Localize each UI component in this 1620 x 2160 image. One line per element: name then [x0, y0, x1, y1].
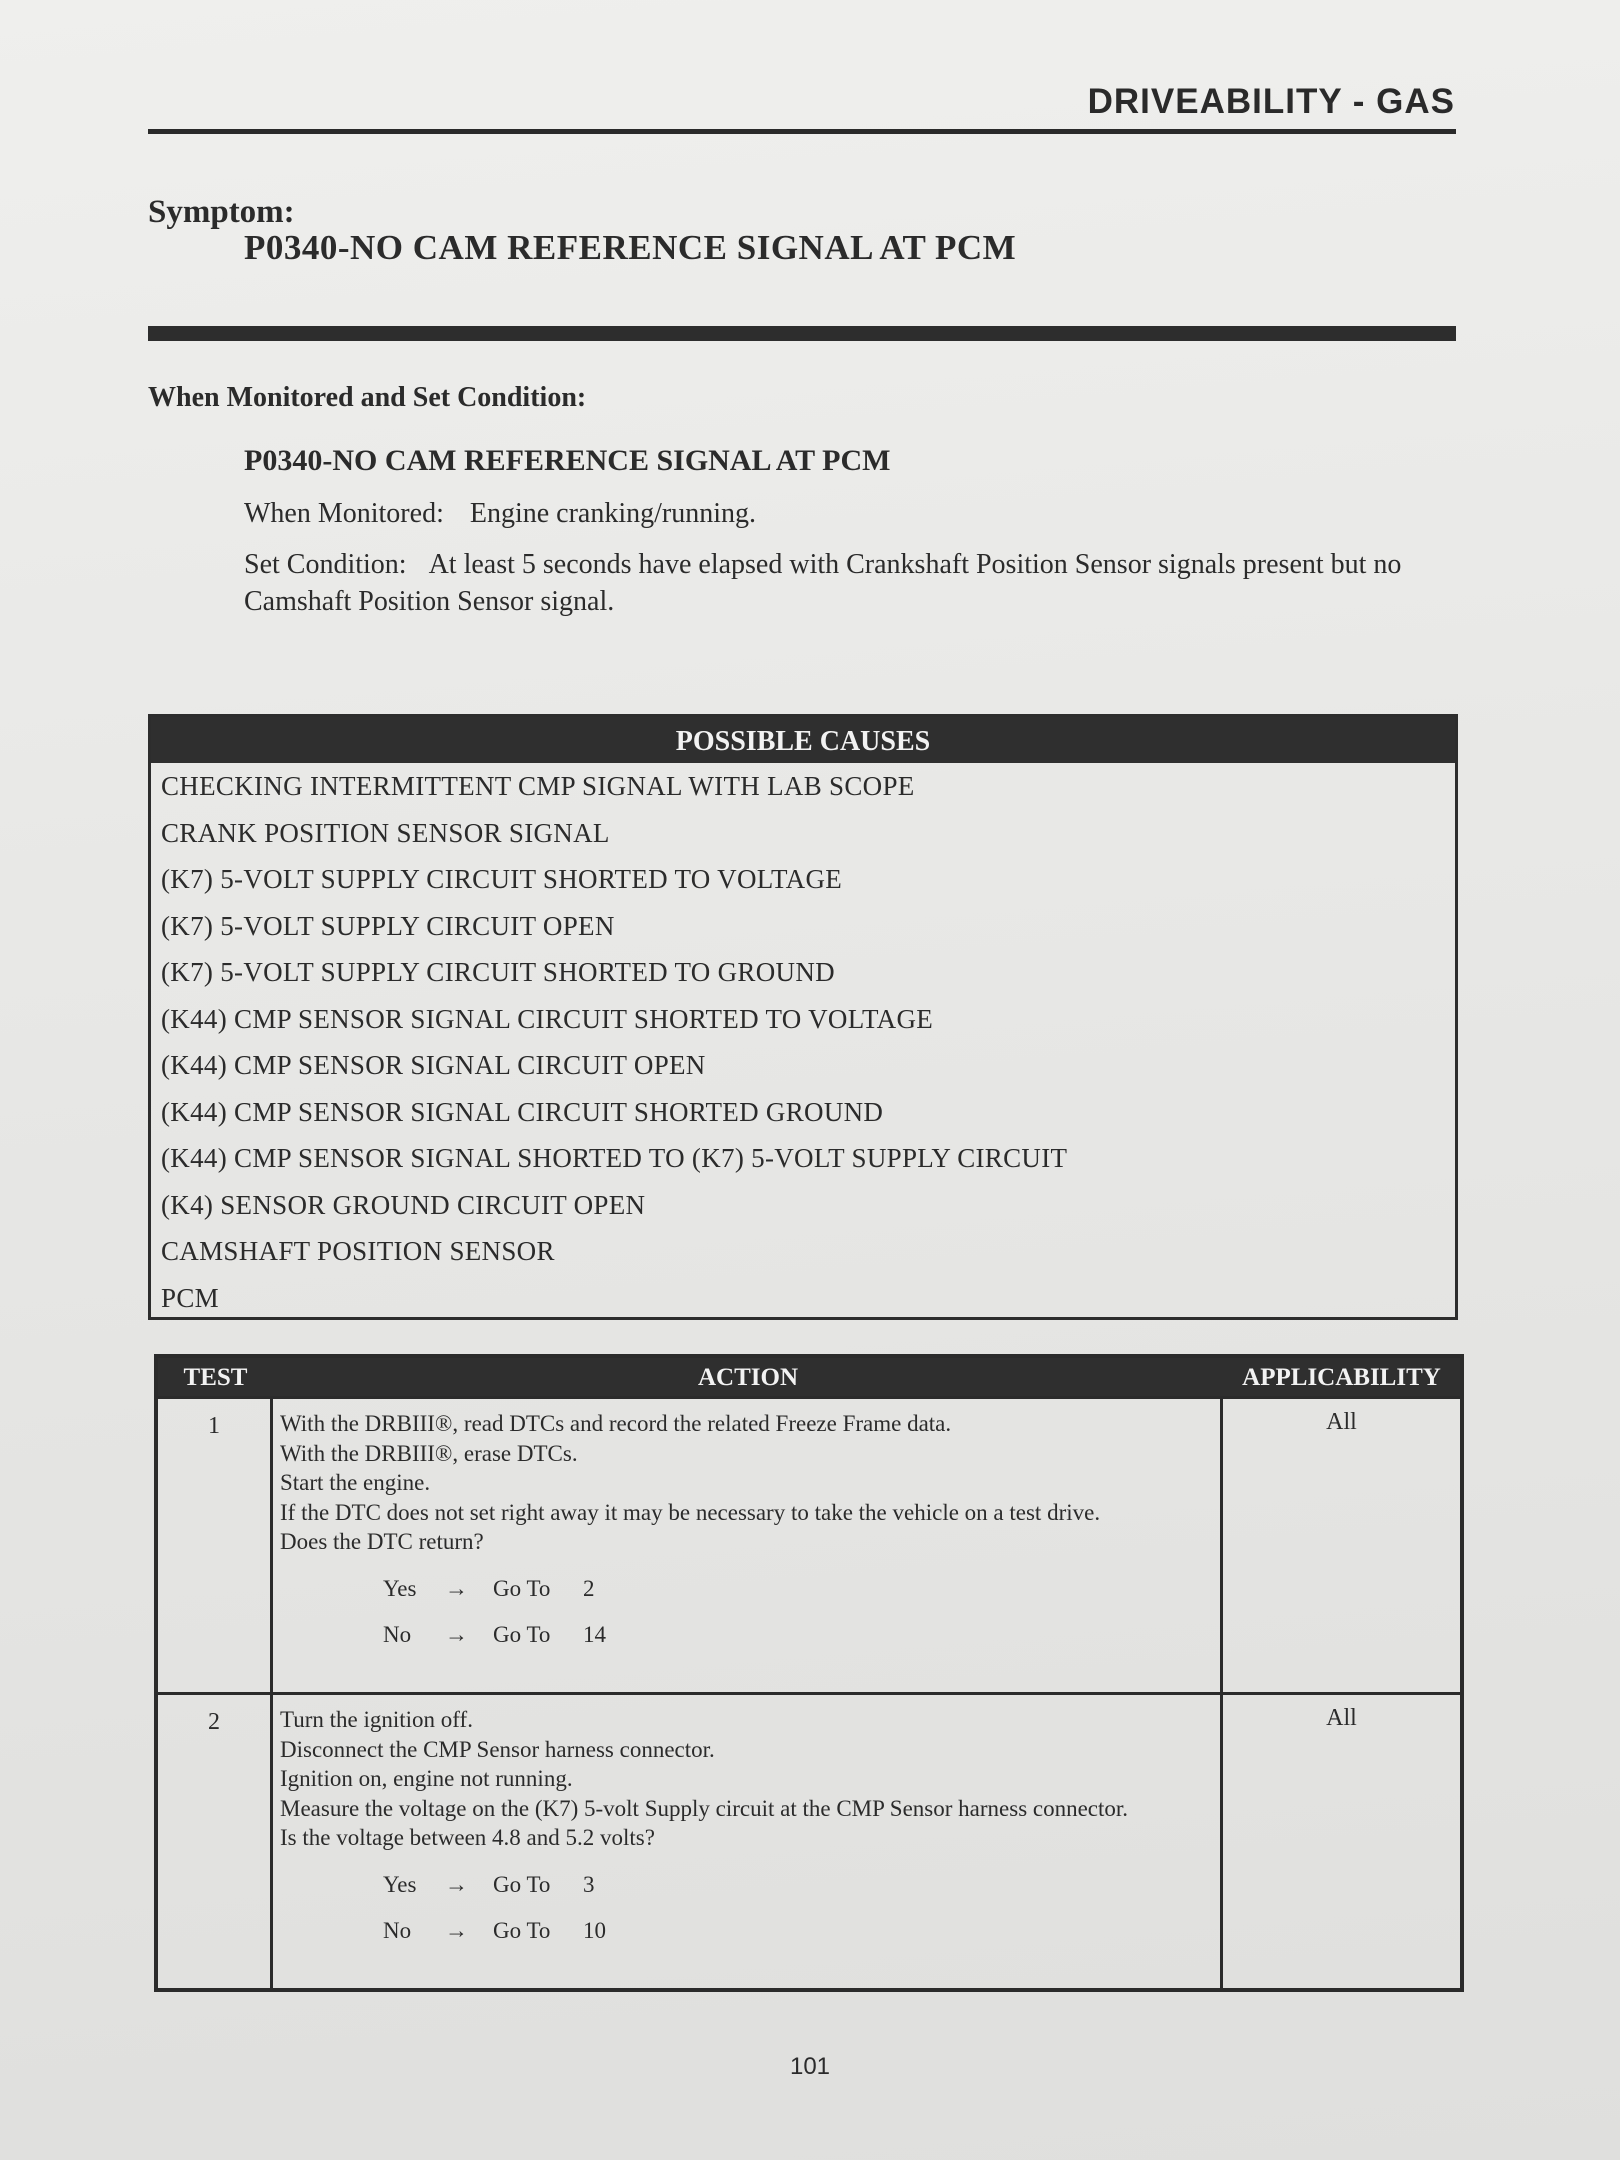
goto-label: Go To	[493, 1575, 551, 1601]
header-action: ACTION	[697, 1364, 798, 1391]
arrow-icon: →	[445, 1622, 468, 1647]
goto-target: 14	[583, 1622, 606, 1647]
symptom-label: Symptom:	[148, 194, 295, 230]
test-number: 2	[158, 1695, 273, 1988]
arrow-icon: →	[445, 1871, 468, 1897]
set-condition-value: At least 5 seconds have elapsed with Crankshaft Position Sensor signals present but no Camshaft Position Sensor signal.	[244, 549, 1402, 617]
action-step: Turn the ignition off.	[280, 1707, 473, 1732]
section-title: DRIVEABILITY - GAS	[1087, 82, 1455, 121]
test-action	[273, 1399, 1223, 1692]
test-number: 1	[158, 1399, 273, 1692]
set-condition	[244, 546, 1459, 620]
arrow-icon: →	[445, 1918, 468, 1943]
goto-target: 3	[583, 1871, 595, 1897]
no-branch	[280, 1916, 1214, 1946]
cause-item: (K44) CMP SENSOR SIGNAL CIRCUIT SHORTED GROUND	[161, 1096, 884, 1127]
cause-item: CAMSHAFT POSITION SENSOR	[161, 1236, 555, 1266]
cause-item: (K4) SENSOR GROUND CIRCUIT OPEN	[161, 1189, 646, 1220]
cause-item: (K7) 5-VOLT SUPPLY CIRCUIT SHORTED TO VOLTAGE	[161, 864, 843, 894]
yes-label: Yes	[383, 1871, 417, 1897]
goto-target: 2	[583, 1575, 595, 1601]
cause-item: (K44) CMP SENSOR SIGNAL CIRCUIT SHORTED TO VOLTAGE	[161, 1003, 934, 1034]
goto-label: Go To	[493, 1871, 551, 1897]
goto-label: Go To	[493, 1622, 551, 1647]
no-label: No	[383, 1622, 412, 1647]
test-table	[154, 1354, 1464, 1992]
cause-item: CRANK POSITION SENSOR SIGNAL	[161, 817, 610, 848]
cause-item: PCM	[161, 1282, 219, 1313]
header-divider	[148, 129, 1456, 134]
possible-causes-title: POSSIBLE CAUSES	[151, 717, 1455, 763]
goto-target: 10	[583, 1918, 606, 1943]
test-applicability: All	[1326, 1409, 1357, 1435]
action-step: Start the engine.	[280, 1470, 431, 1495]
arrow-icon: →	[445, 1575, 468, 1601]
set-condition-label: Set Condition:	[244, 549, 407, 580]
test-table-header	[158, 1358, 1460, 1396]
header-applicability: APPLICABILITY	[1242, 1364, 1441, 1391]
action-step: If the DTC does not set right away it may be necessary to take the vehicle on a test drive.	[280, 1499, 1101, 1525]
header-test: TEST	[183, 1364, 248, 1391]
no-branch	[280, 1620, 1214, 1650]
table-row	[158, 1692, 1460, 1988]
symptom-code: P0340-NO CAM REFERENCE SIGNAL AT PCM	[244, 228, 1017, 267]
action-step: Does the DTC return?	[280, 1529, 484, 1554]
table-row	[158, 1396, 1460, 1692]
action-step: Is the voltage between 4.8 and 5.2 volts?	[280, 1825, 655, 1850]
cause-item: CHECKING INTERMITTENT CMP SIGNAL WITH LAB SCOPE	[161, 771, 915, 801]
yes-branch	[280, 1574, 1214, 1604]
when-monitored	[244, 498, 756, 530]
test-action	[273, 1695, 1223, 1988]
section-divider	[148, 326, 1456, 341]
yes-branch	[280, 1870, 1214, 1900]
action-step: Measure the voltage on the (K7) 5-volt Supply circuit at the CMP Sensor harness connector.	[280, 1795, 1129, 1821]
goto-label: Go To	[493, 1918, 551, 1943]
cause-item: (K7) 5-VOLT SUPPLY CIRCUIT SHORTED TO GROUND	[161, 957, 835, 987]
cause-item: (K44) CMP SENSOR SIGNAL SHORTED TO (K7) 5-VOLT SUPPLY CIRCUIT	[161, 1143, 1068, 1173]
cause-item: (K44) CMP SENSOR SIGNAL CIRCUIT OPEN	[161, 1050, 706, 1080]
no-label: No	[383, 1918, 412, 1943]
action-step: With the DRBIII®, read DTCs and record the related Freeze Frame data.	[280, 1411, 952, 1436]
cause-item: (K7) 5-VOLT SUPPLY CIRCUIT OPEN	[161, 910, 615, 941]
when-monitored-label: When Monitored:	[244, 498, 444, 529]
action-step: Ignition on, engine not running.	[280, 1766, 573, 1791]
possible-causes-list	[151, 763, 1455, 1321]
page-number: 101	[789, 2053, 831, 2080]
test-applicability: All	[1326, 1705, 1357, 1731]
when-monitored-value: Engine cranking/running.	[469, 498, 756, 529]
monitored-code: P0340-NO CAM REFERENCE SIGNAL AT PCM	[244, 444, 891, 477]
monitored-heading: When Monitored and Set Condition:	[148, 382, 587, 413]
yes-label: Yes	[383, 1575, 417, 1601]
action-step: Disconnect the CMP Sensor harness connector.	[280, 1736, 715, 1762]
action-step: With the DRBIII®, erase DTCs.	[280, 1440, 578, 1466]
possible-causes-box	[148, 714, 1458, 1320]
